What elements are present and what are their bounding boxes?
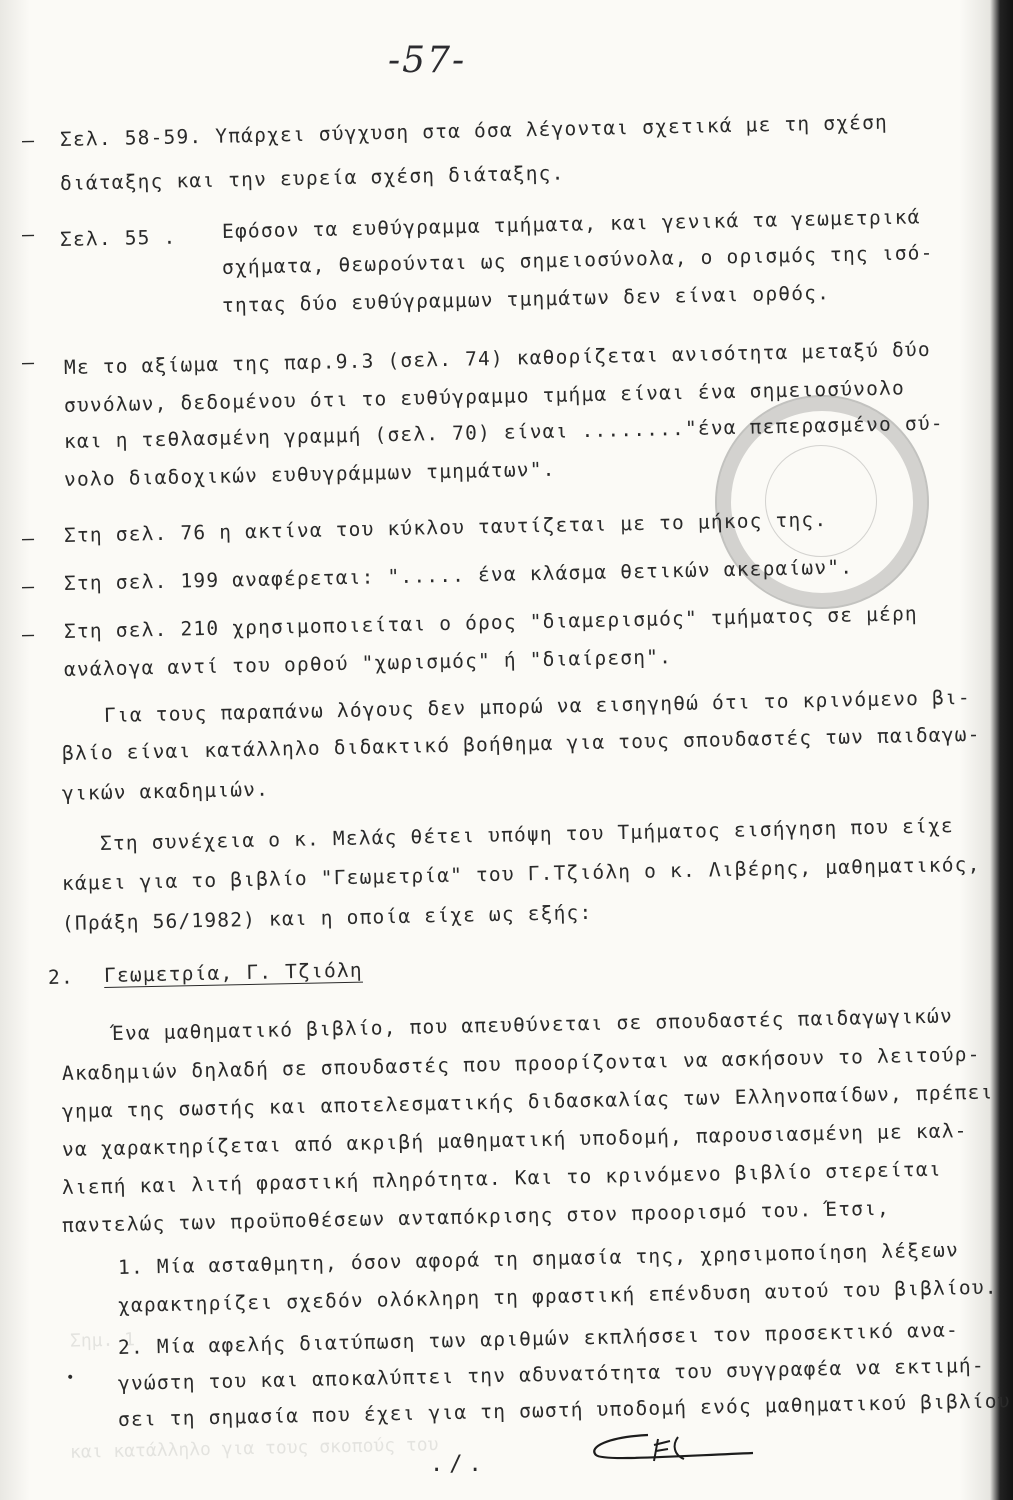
text-line: νολο διαδοχικών ευθυγράμμων τμημάτων". — [63, 457, 556, 491]
text-line: χαρακτηρίζει σχεδόν ολόκληρη τη φραστική επένδυση αυτού του βιβλίου. — [117, 1275, 998, 1317]
text-line: 1. Μία ασταθμητη, όσον αφορά τη σημασία της, χρησιμοποίηση λέξεων — [117, 1238, 960, 1279]
section-heading: Γεωμετρία, Γ. Τζιόλη — [103, 958, 363, 987]
text-line: γνώστη του και αποκαλύπτει την αδυνατότητα του συγγραφέα να εκτιμή- — [117, 1353, 986, 1395]
text-line: σχήματα, θεωρούνται ως σημειοσύνολα, ο ορισμός της ισό- — [221, 241, 934, 279]
list-dash: – — [21, 573, 35, 599]
text-line: γικών ακαδημιών. — [61, 777, 270, 805]
list-dash: – — [21, 525, 35, 551]
text-line: συνόλων, δεδομένου ότι το ευθύγραμμο τμήμα είναι ένα σημειοσύνολο — [63, 376, 906, 417]
text-line: Στη σελ. 210 χρησιμοποιείται ο όρος "διαμερισμός" τμήματος σε μέρη — [63, 602, 919, 643]
text-line: Για τους παραπάνω λόγους δεν μπορώ να εισηγηθώ ότι το κρινόμενο βι- — [103, 685, 972, 727]
list-dash: – — [21, 621, 35, 647]
text-line: σει τη σημασία που έχει για τη σωστή υποδομή ενός μαθηματικού βιβλίου — [117, 1389, 1011, 1431]
signature-mark — [588, 1425, 758, 1475]
text-line: διάταξης και την ευρεία σχέση διάταξης. — [59, 161, 565, 195]
list-dash: – — [21, 349, 35, 375]
text-line: παντελώς των προϋποθέσεων ανταπόκρισης στον προορισμό του. Έτσι, — [61, 1196, 891, 1237]
text-line: Στη συνέχεια ο κ. Μελάς θέτει υπόψη του Τμήματος εισήγηση που είχε — [99, 814, 955, 855]
text-line: βλίο είναι κατάλληλο διδακτικό βοήθημα για τους σπουδαστές των παιδαγω- — [61, 722, 981, 765]
text-line: 2. Μία αφελής διατύπωση των αριθμών εκπλήσσει τον προσεκτικό ανα- — [117, 1318, 960, 1359]
bleed-through-text: Σημ. 1 — [69, 1329, 136, 1352]
text-line: Ένα μαθηματικό βιβλίο, που απευθύνεται σε σπουδαστές παιδαγωγικών — [111, 1004, 954, 1045]
bleed-through-text: και κατάλληλο για τους σκοπούς του — [69, 1434, 439, 1463]
text-line: Σελ. 58-59. Υπάρχει σύγχυση στα όσα λέγονται σχετικά με τη σχέση — [59, 110, 889, 151]
text-line: να χαρακτηρίζεται από ακριβή μαθηματική υποδομή, παρουσιασμένη με καλ- — [61, 1119, 968, 1161]
text-line: Ακαδημιών δηλαδή σε σπουδαστές που προορίζονται να ασκήσουν το λειτούρ- — [61, 1042, 981, 1085]
list-dash: – — [21, 221, 35, 247]
text-line: λιεπή και λιτή φραστική πληρότητα. Και το κρινόμενο βιβλίο στερείται — [61, 1157, 942, 1199]
continuation-mark: ./. — [430, 1452, 488, 1477]
text-line: Στη σελ. 76 η ακτίνα του κύκλου ταυτίζεται με το μήκος της. — [63, 508, 828, 547]
margin-dot: • — [65, 1369, 75, 1387]
text-line: ανάλογα αντί του ορθού "χωρισμός" ή "διαίρεση". — [63, 645, 673, 681]
text-line: Σελ. 55 . — [59, 225, 177, 251]
list-dash: – — [21, 127, 35, 153]
section-number: 2. — [47, 965, 75, 989]
stamp-inner-ring — [765, 445, 877, 557]
text-line: και η τεθλασμένη γραμμή (σελ. 70) είναι ........"ένα πεπερασμένο σύ- — [63, 411, 944, 453]
text-line: Με το αξίωμα της παρ.9.3 (σελ. 74) καθορίζεται ανισότητα μεταξύ δύο — [63, 337, 932, 379]
text-line: τητας δύο ευθύγραμμων τμημάτων δεν είναι ορθός. — [221, 281, 831, 317]
text-line: Εφόσον τα ευθύγραμμα τμήματα, και γενικά τα γεωμετρικά — [221, 205, 921, 243]
text-line: (Πράξη 56/1982) και η οποία είχε ως εξής: — [61, 900, 593, 935]
text-line: κάμει για το βιβλίο "Γεωμετρία" του Γ.Τζιόλη ο κ. Λιβέρης, μαθηματικός, — [61, 852, 981, 895]
text-line: Στη σελ. 199 αναφέρεται: "..... ένα κλάσμα θετικών ακεραίων". — [63, 555, 854, 595]
page-number: -57- — [388, 40, 467, 81]
text-line: γημα της σωστής και αποτελεσματικής διδασκαλίας των Ελληνοπαίδων, πρέπει — [61, 1080, 994, 1123]
